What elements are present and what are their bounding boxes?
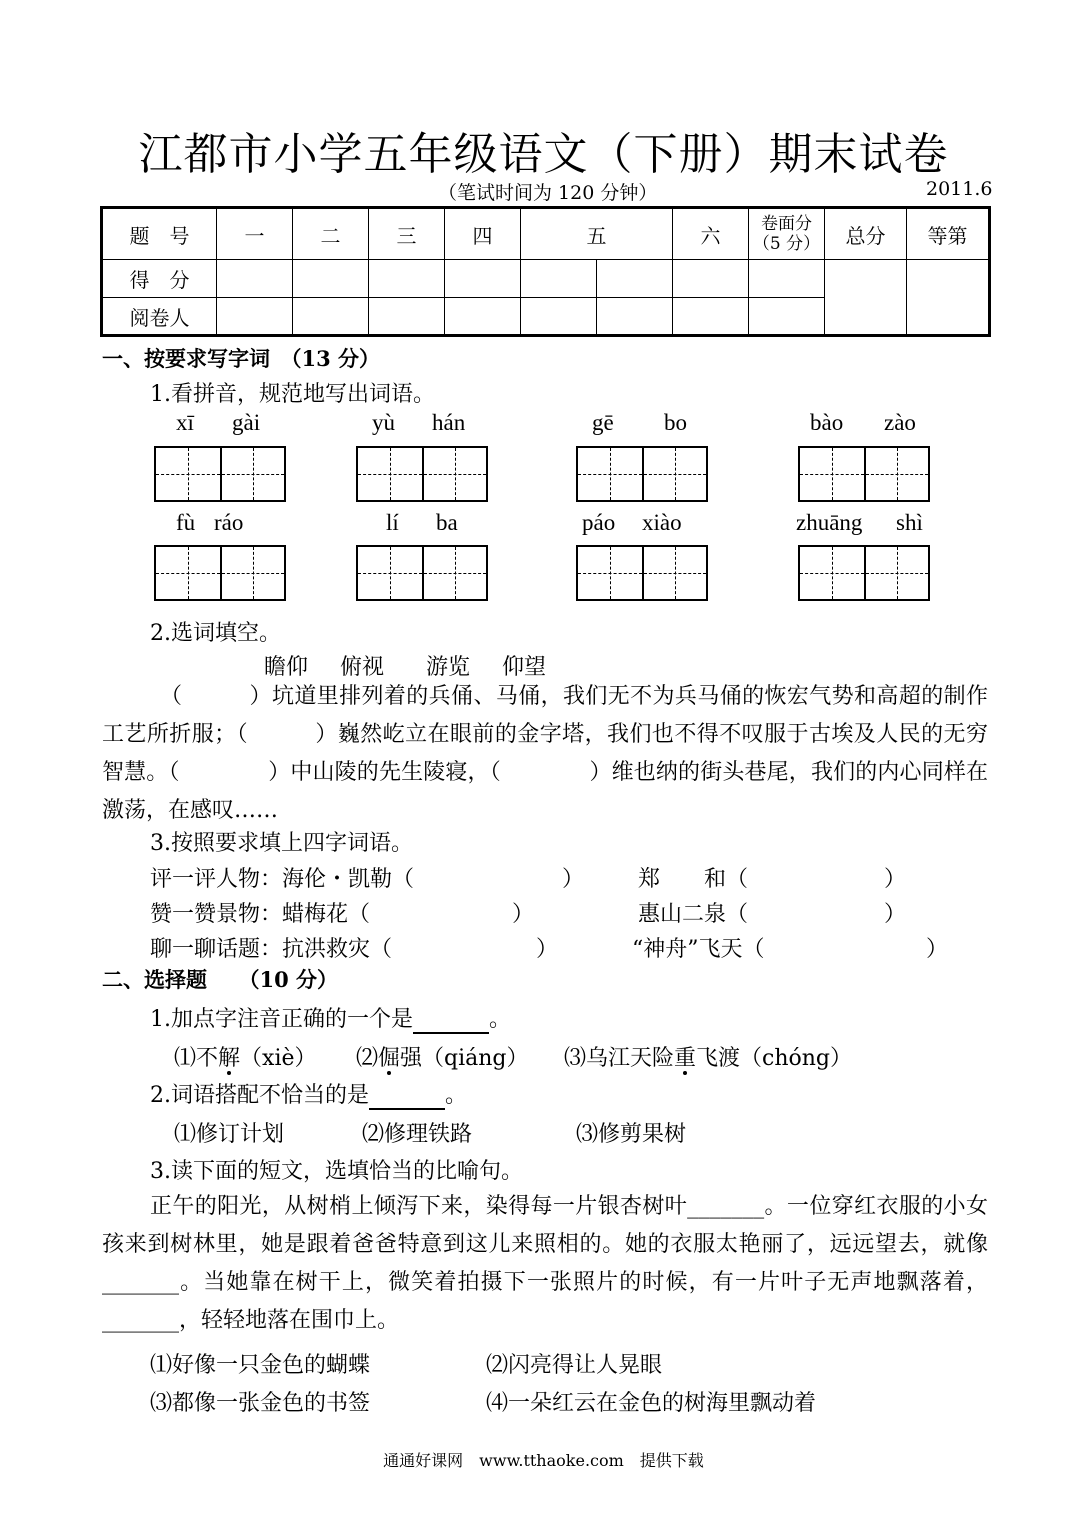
q3-row2-right-close: ） [884, 902, 907, 927]
section1-heading: 一、按要求写字词 （13 分） [102, 346, 381, 371]
score-cell [369, 260, 445, 298]
word-option: 仰望 [502, 655, 547, 680]
header-cell-4: 四 [445, 208, 521, 260]
neatness-label: 卷面分 [761, 214, 812, 234]
page-title: 江都市小学五年级语文（下册）期末试卷 [138, 129, 949, 180]
grader-cell [445, 298, 521, 336]
q3-option-3: ⑶都像一张金色的书签 [150, 1391, 371, 1416]
score-cell [521, 260, 597, 298]
score-cell [217, 260, 293, 298]
section1-q1: 1.看拼音，规范地写出词语。 [150, 382, 435, 407]
q3-row3-left-close: ） [536, 937, 559, 962]
q3-option-4: ⑷一朵红云在金色的树海里飘动着 [486, 1391, 817, 1416]
grader-cell [673, 298, 749, 336]
grader-cell [217, 298, 293, 336]
q3-row2-left: 赞一赞景物：蜡梅花（ [150, 902, 371, 927]
q3-row1-right-close: ） [884, 867, 907, 892]
grader-row-label: 阅卷人 [102, 298, 217, 336]
section1-q3: 3.按照要求填上四字词语。 [150, 831, 413, 856]
exam-duration: （笔试时间为 120 分钟） [438, 182, 658, 204]
q2-option-3: ⑶修剪果树 [576, 1122, 687, 1147]
pinyin-2b: hán [432, 410, 466, 435]
pinyin-6b: ba [436, 510, 458, 535]
word-option: 俯视 [340, 655, 385, 680]
pinyin-1b: gài [232, 410, 261, 435]
grade-cell [907, 260, 990, 336]
dotted-char: 解 [218, 1046, 241, 1071]
grader-cell [521, 298, 597, 336]
header-cell-3: 三 [369, 208, 445, 260]
q1-prompt-end: 。 [489, 1007, 512, 1032]
grader-cell [749, 298, 825, 336]
score-table [100, 206, 991, 337]
q3-row1-left-close: ） [562, 867, 585, 892]
pinyin-3b: bo [664, 410, 687, 435]
word-option: 游览 [426, 655, 471, 680]
page-footer: 通通好课网 www.tthaoke.com 提供下载 [383, 1451, 704, 1470]
q3-row3-left: 聊一聊话题：抗洪救灾（ [150, 937, 393, 962]
q3-row1-right: 郑 和（ [638, 867, 749, 892]
section2-q3: 3.读下面的短文，选填恰当的比喻句。 [150, 1159, 523, 1184]
grader-cell [293, 298, 369, 336]
q3-row2-right: 惠山二泉（ [638, 902, 749, 927]
header-cell-2: 二 [293, 208, 369, 260]
q2-option-2: ⑵修理铁路 [362, 1122, 473, 1147]
pinyin-7b: xiào [642, 510, 682, 535]
pinyin-6a: lí [386, 510, 399, 535]
answer-blank[interactable] [369, 1083, 445, 1110]
writing-grid[interactable] [154, 545, 286, 601]
pinyin-3a: gē [592, 410, 614, 435]
q1-prompt: 1.加点字注音正确的一个是 [150, 1007, 413, 1032]
writing-grid[interactable] [356, 446, 488, 502]
q3-row3-right: “神舟”飞天（ [632, 937, 765, 962]
header-cell-1: 一 [217, 208, 293, 260]
word-option: 瞻仰 [264, 655, 309, 680]
pinyin-1a: xī [176, 410, 194, 435]
score-cell [673, 260, 749, 298]
q3-row2-left-close: ） [512, 902, 535, 927]
score-cell [749, 260, 825, 298]
header-cell-6: 六 [673, 208, 749, 260]
writing-grid[interactable] [798, 446, 930, 502]
q1-option-3: ⑶乌江天险重飞渡（chóng） [564, 1046, 853, 1071]
q2-prompt-end: 。 [445, 1083, 468, 1108]
section2-heading: 二、选择题 （10 分） [102, 967, 339, 992]
pinyin-4a: bào [810, 410, 844, 435]
dotted-char: 倔 [378, 1046, 401, 1071]
pinyin-5a: fù [176, 510, 196, 535]
q3-row1-left: 评一评人物：海伦・凯勒（ [150, 867, 415, 892]
score-row-label: 得 分 [102, 260, 217, 298]
q1-option-1: ⑴不解（xiè） [174, 1046, 317, 1071]
writing-grid[interactable] [576, 446, 708, 502]
pinyin-7a: páo [582, 510, 616, 535]
neatness-points: （5 分） [752, 234, 821, 254]
total-score-cell [825, 260, 907, 336]
writing-grid[interactable] [154, 446, 286, 502]
q2-prompt: 2.词语搭配不恰当的是 [150, 1083, 369, 1108]
header-cell-question-number: 题 号 [102, 208, 217, 260]
pinyin-8b: shì [896, 510, 923, 535]
score-cell [445, 260, 521, 298]
section2-q2 [150, 1078, 467, 1110]
pinyin-2a: yù [372, 410, 395, 435]
writing-grid[interactable] [798, 545, 930, 601]
grader-cell [369, 298, 445, 336]
q2-option-1: ⑴修订计划 [174, 1122, 285, 1147]
header-cell-total: 总分 [825, 208, 907, 260]
header-cell-neatness [749, 208, 825, 260]
score-cell [293, 260, 369, 298]
exam-date: 2011.6 [926, 178, 993, 200]
grader-cell [597, 298, 673, 336]
section2-q1 [150, 1002, 511, 1034]
pinyin-5b: ráo [214, 510, 244, 535]
header-cell-5: 五 [521, 208, 673, 260]
dotted-char: 重 [674, 1046, 697, 1071]
header-cell-grade: 等第 [907, 208, 990, 260]
q1-option-2: ⑵倔强（qiáng） [356, 1046, 529, 1071]
pinyin-4b: zào [884, 410, 916, 435]
section1-q2: 2.选词填空。 [150, 621, 281, 646]
q3-option-2: ⑵闪亮得让人晃眼 [486, 1353, 663, 1378]
writing-grid[interactable] [576, 545, 708, 601]
answer-blank[interactable] [413, 1007, 489, 1034]
writing-grid[interactable] [356, 545, 488, 601]
q3-row3-right-close: ） [926, 937, 949, 962]
score-cell [597, 260, 673, 298]
section2-passage: 正午的阳光，从树梢上倾泻下来，染得每一片银杏树叶_______。一位穿红衣服的小女孩来到树林里，她是跟着爸爸特意到这儿来照相的。她的衣服太艳丽了，远远望去，就像_______。当她靠在树干上，微笑着拍摄下一张照片的时候，有一片叶子无声地飘落着，_______，轻轻地落在围巾上。 [102, 1194, 988, 1333]
section1-q2-passage: （ ）坑道里排列着的兵俑、马俑，我们无不为兵马俑的恢宏气势和高超的制作工艺所折服；（ ）巍然屹立在眼前的金字塔，我们也不得不叹服于古埃及人民的无穷智慧。（ ）中山陵的先生陵寝，（ ）维也纳的街头巷尾，我们的内心同样在激荡，在感叹…… [102, 684, 988, 823]
pinyin-8a: zhuāng [796, 510, 863, 535]
q3-option-1: ⑴好像一只金色的蝴蝶 [150, 1353, 371, 1378]
